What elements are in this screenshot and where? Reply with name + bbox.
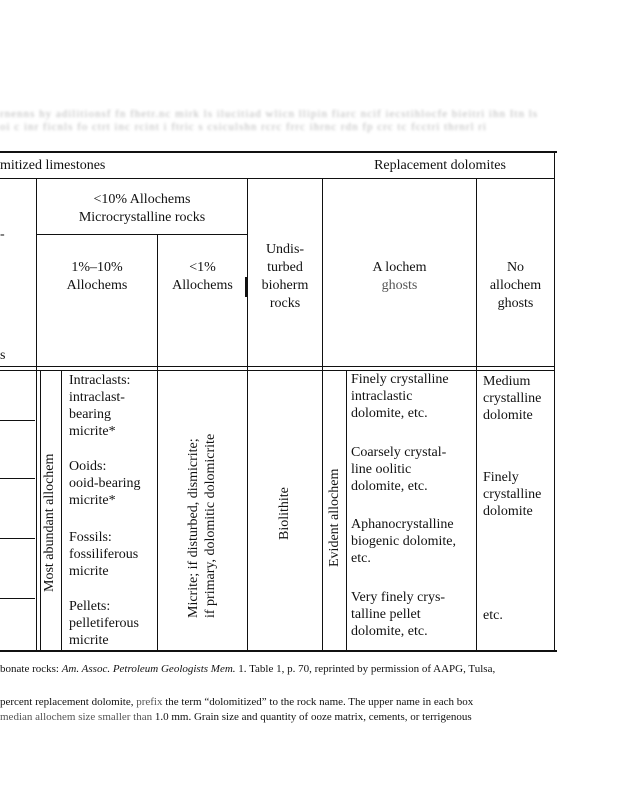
header-lt1-allochems [158, 259, 247, 295]
header-allochem-ghosts [323, 259, 476, 295]
header-1-10-allochems [37, 259, 157, 295]
cell-ghost-oolitic [351, 444, 446, 495]
header-rule [0, 178, 555, 179]
header-lt1-line2: Allochems [172, 278, 233, 293]
header-ghosts-line2: ghosts [381, 278, 418, 293]
col-rule-c [157, 235, 158, 650]
biolithite-label: Biolithite [277, 487, 292, 540]
cell-ghost-3-line2: biogenic dolomite, [351, 534, 456, 549]
cell-ghost-pellet [351, 589, 445, 640]
cell-no-ghost-2-line1: Finely [483, 470, 519, 485]
left-row-rule-4 [0, 598, 35, 599]
cell-pellets-line1: Pellets: [69, 599, 111, 614]
col-rule-a2 [40, 371, 41, 650]
left-dash-fragment: - [0, 227, 5, 242]
cell-ghost-biogenic [351, 516, 456, 567]
left-row-rule-3 [0, 538, 35, 539]
footnote-note-1 [0, 695, 473, 709]
header-bioherm-line1: Undis- [265, 242, 305, 257]
cell-intraclasts-line2: intraclast- [69, 390, 125, 405]
cell-ghost-2-line2: line oolitic [351, 462, 412, 477]
header-1-10-line1: 1%–10% [71, 260, 123, 275]
cell-ghost-1-line2: intraclastic [351, 389, 413, 404]
cell-fossils [69, 529, 138, 580]
left-row-rule-2 [0, 478, 35, 479]
evident-allochem-label: Evident allochem [327, 468, 342, 567]
col-rule-e [322, 179, 323, 650]
cell-pellets [69, 598, 139, 649]
header-bioherm-line4: rocks [269, 296, 301, 311]
cell-fossils-line3: micrite [69, 564, 109, 579]
col-rule-f [346, 371, 347, 650]
col-rule-a [36, 179, 37, 650]
cell-no-ghost-1-line2: crystalline [483, 391, 542, 406]
footnote-note-1b: prefix [136, 696, 163, 708]
micrite-label-line2: if primary, dolomitic dolomicrite [203, 433, 218, 618]
cell-no-ghost-etc: etc. [483, 608, 503, 623]
header-left-title: mitized limestones [0, 158, 106, 173]
col-rule-b [61, 371, 62, 650]
microcrystalline-title: Microcrystalline rocks [78, 210, 206, 225]
left-row-rule-1 [0, 420, 35, 421]
header-no-ghosts-line1: No [506, 260, 525, 275]
cell-ghost-2-line1: Coarsely crystal- [351, 445, 447, 460]
most-abundant-allochem-label: Most abundant allochem [42, 453, 57, 592]
header-no-allochem-ghosts [477, 259, 554, 313]
cell-fossils-line2: fossiliferous [69, 547, 139, 562]
cell-intraclasts-line4: micrite* [69, 424, 116, 439]
cell-ghost-3-line1: Aphanocrystalline [351, 517, 454, 532]
footnote-source-suffix: 1. Table 1, p. 70, reprinted by permission of AAPG, Tulsa, [235, 663, 496, 675]
allochems-lt10-title: <10% Allochems [93, 192, 191, 207]
table-bottom-rule [0, 650, 557, 652]
cell-ghost-1-line1: Finely crystalline [351, 372, 449, 387]
footnote-note-1c: the term “dolomitized” to the rock name. The upper name in each box [162, 696, 474, 708]
blurred-header-text [0, 108, 560, 142]
cell-ghost-4-line2: talline pellet [351, 607, 421, 622]
cell-no-ghost-medium [483, 373, 541, 424]
cell-ghost-4-line1: Very finely crys- [351, 590, 446, 605]
left-s-fragment: s [0, 348, 6, 363]
cell-ooids-line1: Ooids: [69, 459, 107, 474]
footnote-source [0, 662, 495, 676]
cell-ooids-line3: micrite* [69, 493, 116, 508]
cell-pellets-line3: micrite [69, 633, 109, 648]
table-top-rule [0, 151, 557, 153]
footnote-source-prefix: bonate rocks: [0, 663, 62, 675]
footnote-note-2b: 1.0 mm. Grain size and quantity of ooze matrix, cements, or terrigenous [152, 711, 472, 723]
subheader-rule [0, 366, 555, 367]
col-rule-g [476, 179, 477, 650]
cell-ooids [69, 458, 141, 509]
header-ghosts-line1: A lochem [372, 260, 427, 275]
blurred-line-1: rnenns hy adilitionsf fn fhetr.nc mirk ls ilucitiad wlicn llipin fiarc ncif iecstihlocfe bieitri ihn Itn ls [0, 108, 539, 120]
microcrystalline-rule [37, 234, 248, 235]
cell-intraclasts-line1: Intraclasts: [69, 373, 131, 388]
micrite-label-line1: Micrite; if disturbed, dismicrite; [186, 438, 201, 618]
cell-intraclasts [69, 372, 130, 440]
cell-pellets-line2: pelletiferous [69, 616, 139, 631]
header-right-title: Replacement dolomites [374, 158, 506, 173]
footnote-note-1a: percent replacement dolomite, [0, 696, 137, 708]
cell-no-ghost-1-line3: dolomite [483, 408, 533, 423]
cell-no-ghost-finely [483, 469, 541, 520]
header-1-10-line2: Allochems [66, 278, 128, 293]
header-no-ghosts-line3: ghosts [497, 296, 534, 311]
cell-intraclasts-line3: bearing [69, 407, 111, 422]
header-bioherm-line2: turbed [267, 260, 303, 275]
cell-fossils-line1: Fossils: [69, 530, 112, 545]
subheader-rule-2 [0, 370, 555, 371]
cell-no-ghost-2-line3: dolomite [483, 504, 533, 519]
cell-ghost-1-line3: dolomite, etc. [351, 406, 428, 421]
header-lt1-line1: <1% [189, 260, 216, 275]
footnote-note-2a: median allochem size smaller than [0, 711, 153, 723]
cell-ghost-intraclastic [351, 371, 449, 422]
header-no-ghosts-line2: allochem [489, 278, 542, 293]
cell-no-ghost-2-line2: crystalline [483, 487, 542, 502]
cell-ghost-4-line3: dolomite, etc. [351, 624, 428, 639]
cell-ghost-2-line3: dolomite, etc. [351, 479, 428, 494]
table-right-rule [554, 152, 555, 652]
cell-no-ghost-1-line1: Medium [483, 374, 531, 389]
footnote-note-2 [0, 710, 472, 724]
cell-ooids-line2: ooid-bearing [69, 476, 141, 491]
header-bioherm [248, 241, 322, 313]
header-bioherm-line3: bioherm [261, 278, 309, 293]
footnote-source-italic: Am. Assoc. Petroleum Geologists Mem. [61, 663, 236, 675]
blurred-line-2: oi c inr ficnls fo ctrt inc rcint i ftric s csiculshn rcrc frrc ihrnc rdn fp crc tc fcctri thrnrl ri [0, 121, 487, 133]
cell-ghost-3-line3: etc. [351, 551, 371, 566]
